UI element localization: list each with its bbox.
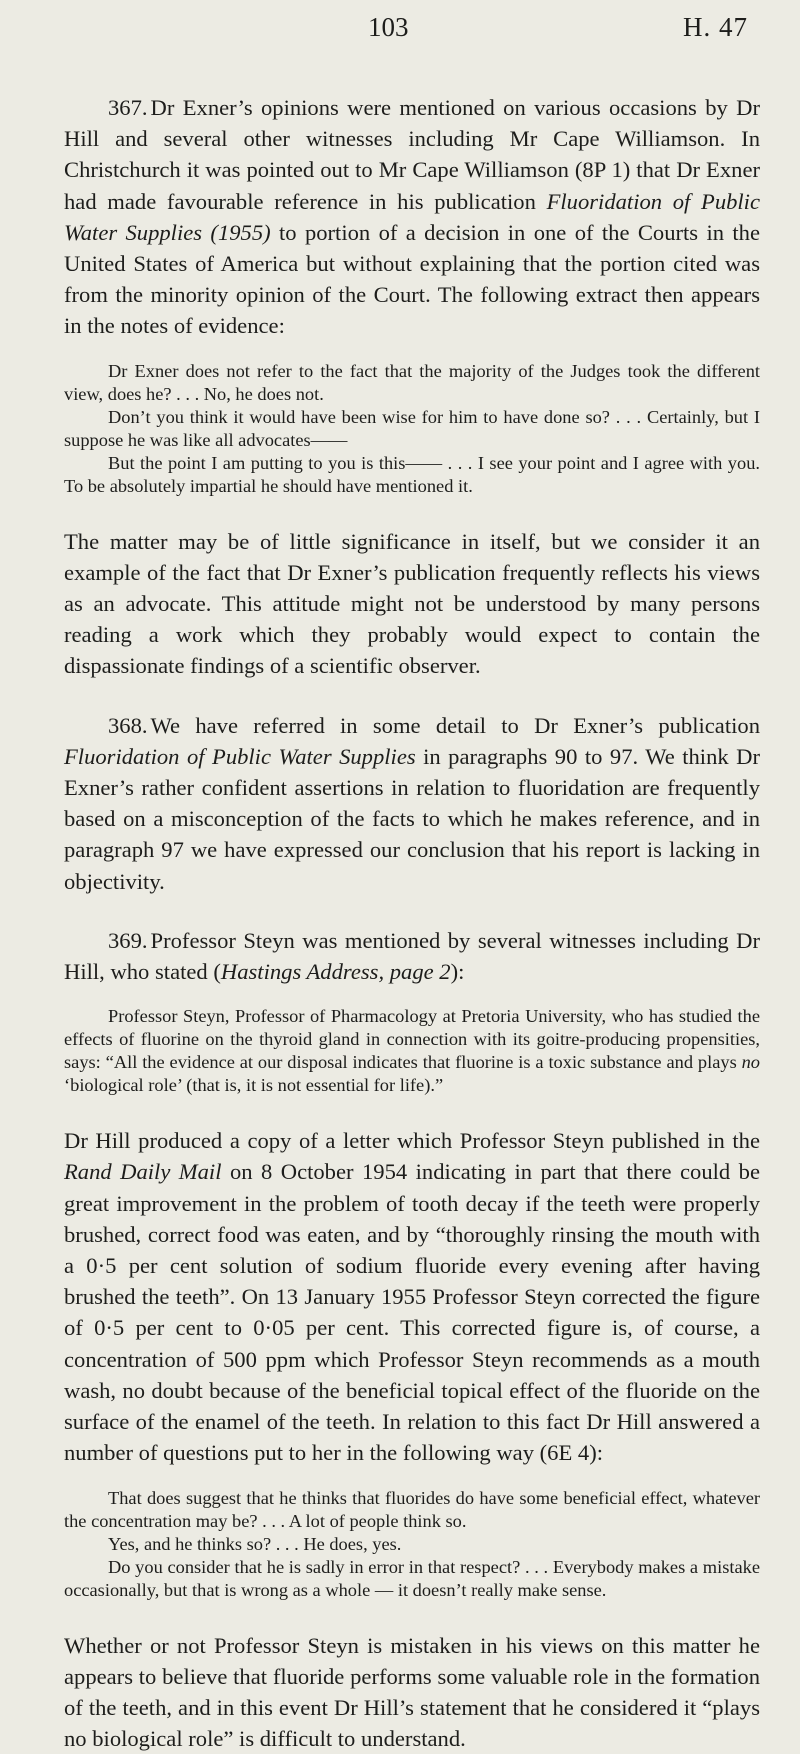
paragraph-text-cont: to portion of a decision in one of the Courts in the United States of America but without explaining that the portion cited was from the minority opinion of the Court. The following extract then appears in the notes of evidence: bbox=[64, 220, 760, 339]
paragraph-text-cont: in paragraphs 90 to 97. We think Dr Exner’s rather confident assertions in relation to fluoridation are frequently based on a misconception of the facts to which he makes reference, and in paragraph 97 we have expressed our conclusion that his report is lacking in objectivity. bbox=[64, 744, 760, 894]
quote-line: But the point I am putting to you is this—— . . . I see your point and I agree with you. To be absolutely impartial he should have mentioned it. bbox=[64, 452, 760, 498]
paragraph-text: Dr Exner’s opinions were mentioned on various occasions by Dr Hill and several other witnesses including Mr Cape Williamson. In Christchurch it was pointed out to Mr Cape Williamson (8P 1) that Dr Exner had made favourable reference in his publication bbox=[64, 95, 760, 214]
paragraph-number: 367. bbox=[108, 95, 148, 120]
page-reference: H. 47 bbox=[683, 12, 748, 43]
paragraph-367 bbox=[56, 92, 760, 342]
evidence-extract-1 bbox=[56, 360, 760, 498]
quote-line: That does suggest that he thinks that fluorides do have some beneficial effect, whatever the concentration may be? . . . A lot of people think so. bbox=[64, 1487, 760, 1533]
paragraph-text: Professor Steyn was mentioned by several witnesses including Dr Hill, who stated ( bbox=[64, 928, 760, 984]
quote-emphasis: no bbox=[742, 1052, 760, 1072]
paragraph-368 bbox=[56, 710, 760, 897]
paragraph-text: We have referred in some detail to Dr Exner’s publication bbox=[151, 713, 760, 738]
paragraph-367-continuation: The matter may be of little significance in itself, but we consider it an example of the fact that Dr Exner’s publication frequently reflects his views as an advocate. This attitude might not be understood by many persons reading a work which they probably would expect to contain the dispassionate findings of a scientific observer. bbox=[56, 526, 760, 682]
quote-line: Don’t you think it would have been wise for him to have done so? . . . Certainly, but I suppose he was like all advocates—— bbox=[64, 406, 760, 452]
quote-text: Professor Steyn, Professor of Pharmacology at Pretoria University, who has studied the effects of fluorine on the thyroid gland in connection with its goitre-producing propensities, says: “All the evidence at our disposal indicates that fluorine is a toxic substance and plays bbox=[64, 1006, 760, 1072]
publication-title: Fluoridation of Public Water Supplies (1955) bbox=[64, 189, 760, 245]
paragraph-text-cont: ): bbox=[451, 959, 465, 984]
quote-paragraph bbox=[64, 1005, 760, 1097]
page-header bbox=[56, 0, 760, 52]
quote-line: Do you consider that he is sadly in error in that respect? . . . Everybody makes a mistake occasionally, but that is wrong as a whole — it doesn’t really make sense. bbox=[64, 1556, 760, 1602]
paragraph-number: 368. bbox=[108, 713, 148, 738]
newspaper-title: Rand Daily Mail bbox=[64, 1159, 221, 1184]
paragraph-number: 369. bbox=[108, 928, 148, 953]
paragraph-369-conclusion: Whether or not Professor Steyn is mistaken in his views on this matter he appears to believe that fluoride performs some valuable role in the formation of the teeth, and in this event Dr Hill’s statement that he considered it “plays no biological role” is difficult to understand. bbox=[56, 1630, 760, 1754]
quote-text-cont: ‘biological role’ (that is, it is not essential for life).” bbox=[64, 1075, 443, 1095]
publication-title: Fluoridation of Public Water Supplies bbox=[64, 744, 416, 769]
paragraph-text: Dr Hill produced a copy of a letter which Professor Steyn published in the bbox=[64, 1128, 760, 1153]
paragraph-369-continuation bbox=[56, 1125, 760, 1468]
steyn-quote bbox=[56, 1005, 760, 1097]
paragraph-369 bbox=[56, 925, 760, 987]
address-reference: Hastings Address, page 2 bbox=[221, 959, 451, 984]
quote-line: Yes, and he thinks so? . . . He does, yes. bbox=[64, 1533, 760, 1556]
evidence-extract-2 bbox=[56, 1487, 760, 1602]
quote-line: Dr Exner does not refer to the fact that the majority of the Judges took the different view, does he? . . . No, he does not. bbox=[64, 360, 760, 406]
paragraph-text-cont: on 8 October 1954 indicating in part that there could be great improvement in the problem of tooth decay if the teeth were properly brushed, correct food was eaten, and by “thoroughly rinsing the mouth with a 0·5 per cent solution of sodium fluoride every evening after having brushed the teeth”. On 13 January 1955 Professor Steyn corrected the figure of 0·5 per cent to 0·05 per cent. This corrected figure is, of course, a concentration of 500 ppm which Professor Steyn recommends as a mouth wash, no doubt because of the beneficial topical effect of the fluoride on the surface of the enamel of the teeth. In relation to this fact Dr Hill answered a number of questions put to her in the following way (6E 4): bbox=[64, 1159, 760, 1465]
page-number: 103 bbox=[368, 12, 409, 43]
